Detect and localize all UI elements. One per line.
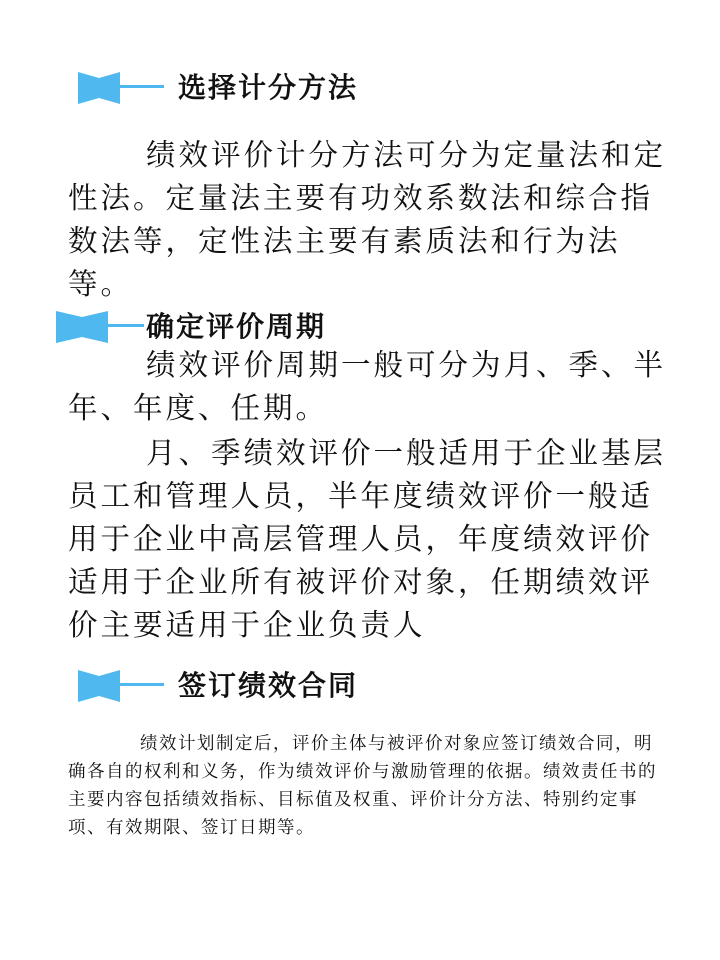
section-heading-scoring-method xyxy=(78,68,478,108)
section-heading-performance-contract xyxy=(78,666,478,706)
bowtie-banner-icon xyxy=(78,666,168,706)
section-title: 选择计分方法 xyxy=(178,71,359,104)
section-paragraph: 月、季绩效评价一般适用于企业基层员工和管理人员，半年度绩效评价一般适用于企业中高层管理人员，年度绩效评价适用于企业所有被评价对象，任期绩效评价主要适用于企业负责人 xyxy=(68,436,667,642)
section-title: 确定评价周期 xyxy=(146,310,327,343)
bowtie-banner-icon xyxy=(56,307,146,347)
section-paragraph: 绩效评价周期一般可分为月、季、半年、年度、任期。 xyxy=(68,348,667,425)
section-title: 签订绩效合同 xyxy=(178,669,359,702)
section-paragraph: 绩效计划制定后，评价主体与被评价对象应签订绩效合同，明确各自的权利和义务，作为绩效评价与激励管理的依据。绩效责任书的主要内容包括绩效指标、目标值及权重、评价计分方法、特别约定事项、有效期限、签订日期等。 xyxy=(68,734,657,838)
section-heading-evaluation-period xyxy=(56,307,456,347)
section-paragraph: 绩效评价计分方法可分为定量法和定性法。定量法主要有功效系数法和综合指数法等，定性法主要有素质法和行为法等。 xyxy=(68,138,667,301)
bowtie-banner-icon xyxy=(78,68,168,108)
